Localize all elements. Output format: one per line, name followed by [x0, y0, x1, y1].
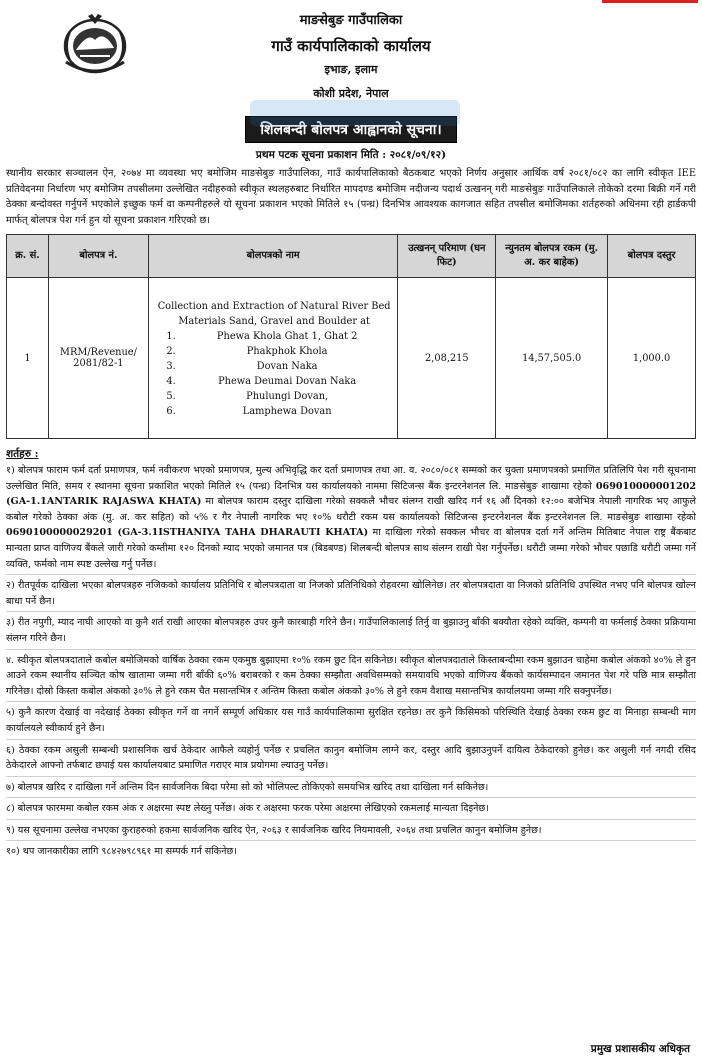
cell-sn: 1: [7, 278, 49, 439]
cell-bid-no: MRM/Revenue/ 2081/82-1: [48, 278, 148, 439]
term-4: ४. स्वीकृत बोलपत्रदाताले कबोल बमोजिमको वार्षिक ठेक्का रकम एकमुष्ठ बुझाएमा १०% रकम छुट दिन सकिनेछ। स्वीकृत बोलपत्रदाताले किस्ताबन्दीमा रकम बुझाउन चाहेमा कबोल अंकको ४०% ले हुन आउने रकम स्थानीय सञ्चित कोष खातामा जम्मा गरी बाँकी ६०% बराबरको र कम ठेक्का सम्झौता अवधिसम्मको समयावधि भएको वाणिज्य बैंकको कार्यसम्पादन जमानत पेश गरे पछि मात्र सम्झौता गरिनेछ। दोस्रो किस्ता कबोल अंकको ३०% ले हुने रकम चैत मसान्तभित्र र अन्तिम किस्ता कबोल अंकको ३०% ले हुने रकम वैशाख मसान्तभित्र कार्यालयमा जम्मा गरि सक्नुपर्नेछ।: [6, 654, 696, 697]
divider: [6, 840, 696, 841]
publication-date: प्रथम पटक सूचना प्रकाशन मिति : २०८१/०९/१२): [255, 149, 447, 161]
term-9: ९) यस सूचनामा उल्लेख नभएका कुराहरुको हकमा सार्वजनिक खरिद ऐन, २०६३ र सार्वजनिक खरिद नियमावली, २०६४ तथा प्रचलित कानुन बमोजिम हुनेछ।: [6, 824, 542, 836]
account-number-revenue: 069010000001202 (GA-1.1ANTARIK RAJASWA KHATA): [6, 480, 696, 508]
table-header-row: [7, 235, 696, 278]
bid-name-intro: Collection and Extraction of Natural River Bed Materials Sand, Gravel and Boulder at: [157, 301, 391, 327]
site-list: [157, 329, 392, 419]
cell-quantity: 2,08,215: [398, 278, 496, 439]
municipality-name: माङसेबुङ गाउँपालिका: [299, 13, 403, 28]
terms-heading: शर्तहरु :: [6, 448, 39, 460]
term-5: ५) कुनै कारण देखाई वा नदेखाई ठेक्का स्वीकृत गर्ने वा नगर्ने सम्पूर्ण अधिकार यस गाउँ कार्यपालिकामा सुरक्षित रहनेछ। तर कुनै किसिमको परिस्थिति देखाई ठेक्का रकम छुट वा मिनाहा सम्बन्धी माग कार्यालयले स्वीकार्य हुने छैन।: [6, 707, 696, 734]
col-bid-name: बोलपत्रको नाम: [148, 235, 398, 278]
divider: [6, 819, 696, 820]
term-1-part-a: १) बोलपत्र फाराम फर्म दर्ता प्रमाणपत्र, फर्म नवीकरण भएको प्रमाणपत्र, मुल्य अभिवृद्धि कर दर्ता प्रमाणपत्र तथा आ. व. २०८०/०८१ सम्मको कर चुक्ता प्रमाणपत्रको प्रमाणित प्रतिलिपि पेश गरी सूचनामा उल्लेखित मिति, समय र स्थानमा सूचना प्रकाशित भएको मितिले १५ (पन्ध्र) दिनभित्र यस कार्यालयको नाममा सिटिजन्स बैंक इन्टरनेशनल लि. माङसेबुङ शाखामा रहेको: [6, 465, 696, 492]
term-1: [6, 463, 696, 574]
site-item: 4. Phewa Deumai Dovan Naka: [179, 374, 392, 389]
divider: [6, 797, 696, 798]
divider: [6, 574, 696, 575]
table-row: [7, 278, 696, 439]
tender-table: [6, 234, 696, 439]
divider: [6, 701, 696, 702]
province-line: कोशी प्रदेश, नेपाल: [313, 87, 389, 100]
term-1-part-c: मा दाखिला गरेको सक्कल भौचर वा बोलपत्र दर्ता गर्ने अन्तिम मितिबाट नेपाल राष्ट्र बैंकबाट मान्यता प्राप्त वाणिज्य बैंकले जारी गरेको कम्तीमा १२० दिनको म्याद भएको जमानत पत्र (बिडबण्ड) शिलबन्दी बोलपत्र साथ संलग्न राखी पेश गर्नुपर्नेछ। धरौटी जम्मा गरेको भौचर पछाडि धरौटी जम्मा गर्ने व्यक्ति, फर्मको नाम स्पष्ट उल्लेख गर्नु पर्नेछ।: [6, 527, 696, 570]
divider: [6, 739, 696, 740]
cell-bid-name: [148, 278, 398, 439]
account-number-deposit: 0690100000029201 (GA-3.1ISTHANIYA TAHA DHARAUTI KHATA): [6, 527, 369, 539]
watermark-logo-icon: [250, 96, 460, 130]
divider: [6, 776, 696, 777]
term-1-part-b: मा बोलपत्र फाराम दस्तुर दाखिला गरेको सक्कलै भौचर संलग्न राखी खरिद गर्न १६ औं दिनको १२:०० बजेभित्र नेपाली नागरिक भए आफुले कबोल गरेको ठेक्का अंक (मु. अ. कर सहित) को ५% र गैर नेपाली नागरिक भए १०% धरौटी रकम यस कार्यालयको सिटिजन्स इन्टरनेशनल बैंक इन्टरनेशनल लि. माङसेबुङ शाखामा रहेको: [6, 496, 697, 523]
col-bid-no: बोलपत्र नं.: [48, 235, 148, 278]
col-quantity: उत्खनन् परिमाण (घन फिट): [398, 235, 496, 278]
divider: [6, 649, 696, 650]
term-8: ८) बोलपत्र फारममा कबोल रकम अंक र अक्षरमा स्पष्ट लेख्नु पर्नेछ। अंक र अक्षरमा फरक परेमा अक्षरमा लेखिएको रकमलाई मान्यता दिइनेछ।: [6, 803, 489, 815]
col-sn: क्र. सं.: [7, 235, 49, 278]
term-6: ६) ठेक्का रकम असुली सम्बन्धी प्रशासनिक खर्च ठेकेदार आफैले व्यहोर्नु पर्नेछ र प्रचलित कानुन बमोजिम लाग्ने कर, दस्तुर आदि बुझाउनुपर्ने दायित्व ठेकेदारको हुनेछ। कर असुली गर्न नगदी रसिद ठेकेदारले आफ्नो तर्फबाट छपाई यस कार्यालयबाट प्रमाणित गराएर मात्र प्रयोगमा ल्याउनु पर्नेछ।: [6, 744, 696, 772]
term-7: ७) बोलपत्र खरिद र दाखिला गर्ने अन्तिम दिन सार्वजनिक बिदा परेमा सो को भोलिपल्ट तोकिएको समयभित्र खरिद तथा दाखिला गर्न सकिनेछ।: [6, 781, 489, 793]
signature-title: प्रमुख प्रशासकीय अधिकृत: [590, 1043, 690, 1055]
divider: [6, 611, 696, 612]
term-2: २) रीतपूर्वक दाखिला भएका बोलपत्रहरु नजिकको कार्यालय प्रतिनिधि र बोलपत्रदाता वा निजको प्रतिनिधिको रोहवरमा खोलिनेछ। तर बोलपत्रदाता वा निजको प्रतिनिधि उपस्थित नभए पनि बोलपत्र खोल्न बाधा पर्ने छैन।: [6, 580, 696, 607]
site-item: 6. Lamphewa Dovan: [179, 404, 392, 419]
term-10: १०) थप जानकारीका लागि ९८४२७९८९६१ मा सम्पर्क गर्न सकिनेछ।: [6, 846, 237, 858]
col-fee: बोलपत्र दस्तुर: [608, 235, 696, 278]
cell-fee: 1,000.0: [608, 278, 696, 439]
col-min-amount: न्युनतम बोलपत्र रकम (मु. अ. कर बाहेक): [496, 235, 608, 278]
letterhead: [0, 0, 702, 116]
site-item: 1. Phewa Khola Ghat 1, Ghat 2: [179, 329, 392, 344]
site-item: 5. Phulungi Dovan,: [179, 389, 392, 404]
site-item: 3. Dovan Naka: [179, 359, 392, 374]
office-address: इभाङ, इलाम: [324, 63, 378, 76]
site-item: 2. Phakphok Khola: [179, 344, 392, 359]
notice-title: शिलबन्दी बोलपत्र आह्वानको सूचना।: [245, 116, 456, 143]
office-name: गाउँ कार्यपालिकाको कार्यालय: [271, 37, 431, 55]
cell-min-amount: 14,57,505.0: [496, 278, 608, 439]
intro-paragraph: स्थानीय सरकार सञ्चालन ऐन, २०७४ मा व्यवस्था भए बमोजिम माङसेबुङ गाउँपालिका, गाउँ कार्यपालिकाको बैठकबाट भएको निर्णय अनुसार आर्थिक वर्ष २०८१/०८२ का लागि स्वीकृत IEE प्रतिवेदनमा निर्धारण भए बमोजिम तपसीलमा उल्लेखित नदीहरुको स्वीकृत स्थलहरुबाट निर्धारित मापदण्ड बमोजिम नदीजन्य पदार्थ उत्खनन् गरी माङसेबुङ गाउँपालिकाले तोकेको दरमा बिक्री गर्ने गरी ठेक्का बन्दोवस्त गर्नुपर्ने भएकोले इच्छुक फर्म वा कम्पनीहरुले यो सूचना प्रकाशन भएको मितिले १५ (पन्ध्र) दिनभित्र आवश्यक कागजात सहित तपसील बमोजिमका शर्तहरुको अधिनमा रही हार्डकपी मार्फत् बोलपत्र पेश गर्न हुन यो सूचना प्रकाशन गरिएको छ।: [6, 168, 696, 226]
term-3: ३) रीत नपुगी, म्याद नाघी आएको वा कुनै शर्त राखी आएका बोलपत्रहरु उपर कुनै कारबाही गरिने छैन। गाउँपालिकालाई तिर्नु वा बुझाउनु बाँकी बक्यौता रहेको व्यक्ति, कम्पनी वा फर्मलाई ठेक्का प्रक्रियामा संलग्न गरिने छैन।: [6, 617, 696, 644]
